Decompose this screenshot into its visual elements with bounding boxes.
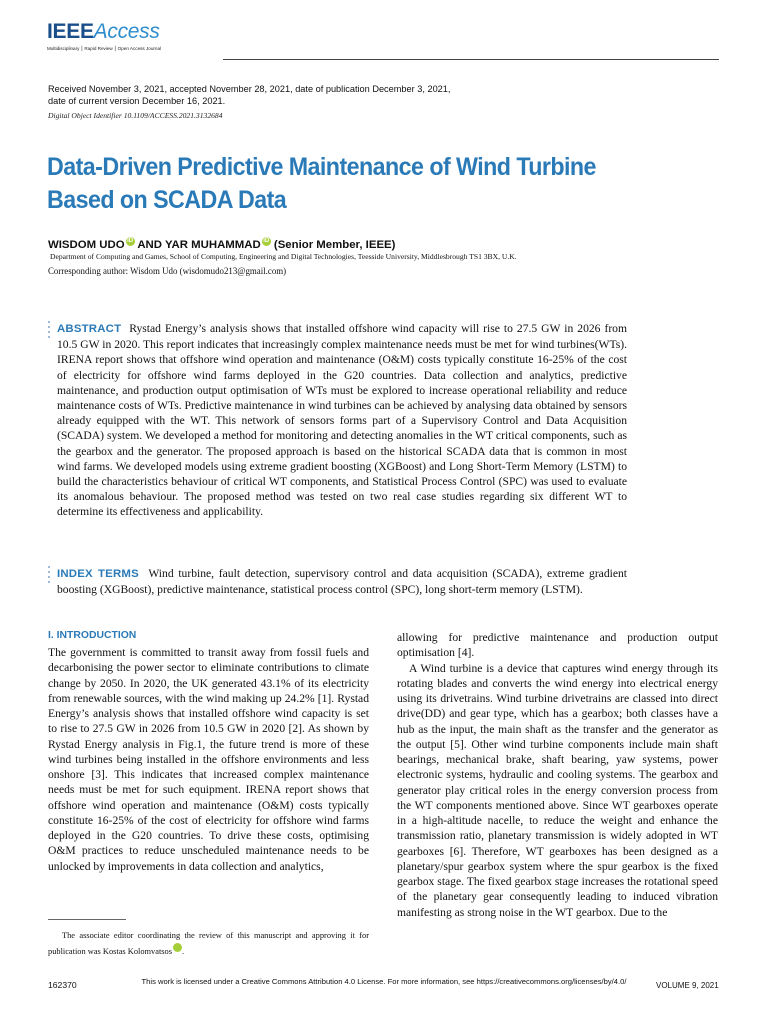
corresponding-author: Corresponding author: Wisdom Udo (wisdomudo213@gmail.com) [48, 266, 287, 276]
section-heading: I. INTRODUCTION [48, 630, 137, 641]
author-1: WISDOM UDO [48, 239, 125, 251]
author-membership: (Senior Member, IEEE) [270, 239, 396, 251]
abstract-text: Rystad Energy’s analysis shows that installed offshore wind capacity will rise to 27.5 GW in 2026 from 10.5 GW in 2020. This report indicates that increasingly complex maintenance needs must be met for wind turbines(WTs). IRENA report shows that offshore wind operation and maintenance (O&M) costs typically constitute 16-25% of the cost of electricity for offshore wind farms deployed in the G20 countries. Data collection and analytics, predictive maintenance, and production output optimisation of WTs must be explored to increase operational reliability and reduce maintenance costs of WTs. Predictive maintenance in wind turbines can be achieved by analysing data obtained by sensors already equipped with the WT. This network of sensors forms part of a Supervisory Control and Data Acquisition (SCADA) system. We developed a method for monitoring and detecting anomalies in the WT critical components, such as the gearbox and the generator. The proposed approach is based on the historical SCADA data that is common in most wind farms. We developed models using extreme gradient boosting (XGBoost) and Long Short-Term Memory (LSTM) to build the characteristics behaviour of critical WT components, and Statistical Process Control (SPC) was used to evaluate its anomalous behaviour. The proposed method was tested on two real case studies regarding six different WT to determine its effectiveness and applicability. [57, 322, 627, 519]
logo-access: Access [93, 20, 160, 43]
author-line [48, 237, 395, 251]
right-paragraph-1: allowing for predictive maintenance and production output optimisation [4]. [397, 631, 718, 660]
abstract-label: ABSTRACT [57, 323, 122, 335]
journal-tagline: Multidisciplinary ⎮ Rapid Review ⎮ Open Access Journal [47, 46, 162, 51]
abstract [57, 321, 627, 520]
paper-title: Data-Driven Predictive Maintenance of Wind Turbine Based on SCADA Data [47, 153, 596, 214]
affiliation: Department of Computing and Games, School of Computing, Engineering and Digital Technologies, Teesside University, Middlesbrough TS1 3BX, U.K. [50, 252, 517, 261]
index-terms [57, 566, 627, 597]
orcid-icon[interactable]: iD [263, 238, 270, 244]
footnote-rule [48, 919, 126, 920]
received-dates: Received November 3, 2021, accepted November 28, 2021, date of publication December 3, 2021, [48, 84, 451, 94]
author-2: AND YAR MUHAMMAD [134, 239, 261, 251]
index-terms-text: Wind turbine, fault detection, supervisory control and data acquisition (SCADA), extreme gradient boosting (XGBoost), predictive maintenance, statistical process control (SPC), long short-term memory (LSTM). [57, 567, 628, 597]
doi[interactable]: Digital Object Identifier 10.1109/ACCESS.2021.3132684 [48, 111, 223, 120]
current-version-date: date of current version December 16, 2021. [48, 96, 226, 106]
index-terms-marker-dots [48, 566, 51, 586]
footnote-text: The associate editor coordinating the review of this manuscript and approving it for publication was Kostas Kolomvatsos [48, 931, 369, 956]
header-rule [223, 59, 719, 60]
volume-label: VOLUME 9, 2021 [656, 981, 719, 990]
journal-logo [47, 20, 160, 44]
abstract-marker-dots [48, 321, 51, 341]
index-terms-label: INDEX TERMS [57, 568, 139, 580]
left-column-paragraph: The government is committed to transit away from fossil fuels and decarbonising the power sector to eliminate contributions to climate change by 2050. In 2020, the UK generated 43.1% of its electricity from renewable sources, with the wind making up 24.2% [1]. Rystad Energy’s analysis shows that installed offshore wind capacity is set to rise to 27.5 GW in 2026 from 10.5 GW in 2020 [2]. As shown by Rystad Energy analysis in Fig.1, the future trend is more of these wind turbines being installed in the offshore environments and less onshore [3]. This indicates that increased complex maintenance needs must be met for such equipment. IRENA report shows that offshore wind operation and maintenance (O&M) costs typically constitute 16-25% of the cost of electricity for offshore wind farms deployed in the G20 countries. To drive these costs, optimising O&M practices to reduce unscheduled maintenance needs to be unlocked by improvements in data collection and analytics, [48, 646, 369, 873]
license-notice[interactable]: This work is licensed under a Creative Commons Attribution 4.0 License. For more information, see https://creativecommons.org/licenses/by/4.0/ [141, 977, 627, 986]
right-paragraph-2: A Wind turbine is a device that captures wind energy through its rotating blades and converts the wind energy into electrical energy using its drivetrains. Wind turbine drivetrains are classed into direct drive(DD) and gear type, which has a gearbox; both classes have a hub as the input, the main shaft as the transfer and the generator as the output [5]. Other wind turbine components include main shaft bearings, mechanical brake, shaft bearing, yaw systems, power electronic systems, hydraulic and cooling systems. The gearbox and generator play critical roles in the energy conversion process from the WT components mentioned above. Since WT gearboxes operate in a high-altitude nacelle, to reduce the weight and enhance the transmission ratio, planetary transmission is widely adopted in WT gearboxes [6]. Therefore, WT gearboxes has been designed as a planetary/spur gearbox system where the spur gearbox is the fixed gearbox stage. The fixed gearbox stage increases the rotational speed of the planetary gear consequently leading to induced vibration manifesting as strong noise in the WT gearbox. Due to the [397, 661, 718, 919]
logo-ieee: IEEE [47, 20, 94, 43]
orcid-icon[interactable]: iD [127, 238, 134, 244]
right-column [397, 630, 718, 920]
page-number: 162370 [48, 980, 77, 990]
footnote: The associate editor coordinating the review of this manuscript and approving it for publication was Kostas Kolomvatsos iD. [48, 931, 369, 956]
orcid-icon[interactable]: iD [173, 943, 182, 952]
